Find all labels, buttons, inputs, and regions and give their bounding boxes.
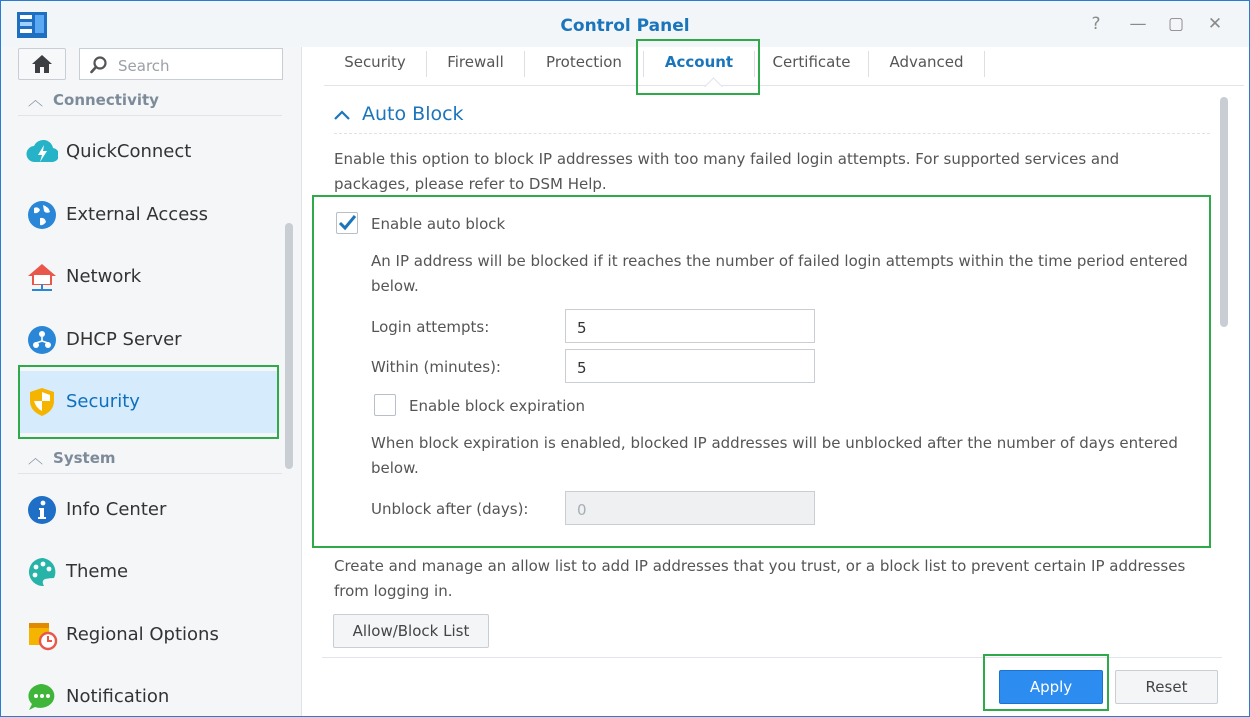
sidebar-item-notification[interactable] bbox=[18, 666, 278, 717]
chevron-up-icon: ︿ bbox=[28, 91, 44, 109]
unblock-after-label: Unblock after (days): bbox=[371, 500, 529, 518]
block-explanation: An IP address will be blocked if it reaches the number of failed login attempts within the time period entered below. bbox=[371, 252, 1188, 295]
tab-firewall[interactable]: Firewall bbox=[447, 53, 504, 71]
enable-block-expiration-label[interactable]: Enable block expiration bbox=[409, 397, 586, 415]
sidebar-item-regional-options[interactable] bbox=[18, 604, 278, 666]
login-attempts-field[interactable]: 5 bbox=[565, 309, 815, 343]
sidebar-scrollbar[interactable] bbox=[285, 223, 293, 469]
sidebar-item-label: Network bbox=[66, 266, 142, 287]
allow-list-description: Create and manage an allow list to add IP addresses that you trust, or a block list to prevent certain IP addresses from logging in. bbox=[334, 557, 1186, 600]
shield-icon bbox=[26, 386, 58, 418]
sidebar-item-label: Regional Options bbox=[66, 624, 219, 645]
divider bbox=[18, 115, 282, 116]
section-system[interactable] bbox=[28, 447, 116, 468]
within-minutes-field[interactable]: 5 bbox=[565, 349, 815, 383]
divider bbox=[18, 473, 282, 474]
apply-button[interactable]: Apply bbox=[999, 670, 1103, 704]
search-input[interactable] bbox=[79, 48, 283, 80]
home-icon bbox=[31, 54, 53, 74]
enable-auto-block-checkbox[interactable] bbox=[336, 212, 358, 234]
info-icon bbox=[26, 494, 58, 526]
active-tab-caret bbox=[704, 77, 722, 95]
checkmark-icon bbox=[337, 213, 357, 233]
help-icon[interactable]: ? bbox=[1091, 14, 1101, 34]
allow-block-list-button[interactable]: Allow/Block List bbox=[333, 614, 489, 648]
sidebar-item-info-center[interactable] bbox=[18, 479, 278, 541]
sidebar-item-label: Notification bbox=[66, 686, 170, 707]
minimize-icon[interactable]: — bbox=[1129, 14, 1147, 34]
tab-advanced[interactable]: Advanced bbox=[889, 53, 964, 71]
sidebar-item-label: External Access bbox=[66, 204, 209, 225]
search-icon bbox=[90, 56, 108, 74]
dhcp-icon bbox=[26, 324, 58, 356]
sidebar-item-label: DHCP Server bbox=[66, 329, 182, 350]
sidebar-item-dhcp-server[interactable] bbox=[18, 309, 278, 371]
main-panel bbox=[302, 47, 1249, 716]
section-label: Connectivity bbox=[53, 91, 159, 109]
section-label: System bbox=[53, 449, 116, 467]
globe-icon bbox=[26, 199, 58, 231]
sidebar-item-label: Theme bbox=[66, 561, 129, 582]
enable-block-expiration-checkbox[interactable] bbox=[374, 394, 396, 416]
tab-account[interactable]: Account bbox=[664, 53, 734, 71]
chevron-up-icon bbox=[334, 103, 352, 125]
chat-bubble-icon bbox=[26, 681, 58, 713]
sidebar-item-security[interactable] bbox=[18, 371, 278, 433]
sidebar-item-network[interactable] bbox=[18, 246, 278, 308]
within-minutes-label: Within (minutes): bbox=[371, 358, 501, 376]
search-placeholder: Search bbox=[118, 57, 170, 75]
tab-bar bbox=[324, 47, 1244, 86]
tab-protection[interactable]: Protection bbox=[546, 53, 622, 71]
tab-security[interactable]: Security bbox=[344, 53, 406, 71]
chevron-up-icon: ︿ bbox=[28, 449, 44, 467]
sidebar-item-theme[interactable] bbox=[18, 541, 278, 603]
tab-certificate[interactable]: Certificate bbox=[772, 53, 851, 71]
auto-block-description: Enable this option to block IP addresses with too many failed login attempts. For supported services and packages, please refer to DSM Help. bbox=[334, 150, 1120, 193]
auto-block-title: Auto Block bbox=[362, 103, 464, 125]
login-attempts-label: Login attempts: bbox=[371, 318, 490, 336]
sidebar-item-label: Security bbox=[66, 391, 140, 412]
home-button[interactable] bbox=[18, 48, 66, 80]
maximize-icon[interactable]: ▢ bbox=[1167, 14, 1185, 34]
auto-block-header[interactable] bbox=[334, 103, 464, 125]
tab-separator bbox=[984, 51, 985, 77]
sidebar-item-label: QuickConnect bbox=[66, 141, 192, 162]
calendar-clock-icon bbox=[26, 619, 58, 651]
sidebar bbox=[1, 47, 302, 716]
palette-icon bbox=[26, 556, 58, 588]
main-scrollbar[interactable] bbox=[1220, 97, 1228, 327]
expiration-explanation: When block expiration is enabled, blocked IP addresses will be unblocked after the number of days entered below. bbox=[371, 434, 1178, 477]
divider bbox=[334, 133, 1210, 134]
title-bar bbox=[1, 1, 1249, 47]
reset-button[interactable]: Reset bbox=[1115, 670, 1218, 704]
footer-divider bbox=[322, 657, 1222, 658]
sidebar-item-label: Info Center bbox=[66, 499, 167, 520]
section-connectivity[interactable] bbox=[28, 89, 159, 110]
quickconnect-icon bbox=[26, 136, 58, 168]
sidebar-item-external-access[interactable] bbox=[18, 184, 278, 246]
unblock-after-field[interactable]: 0 bbox=[565, 491, 815, 525]
close-icon[interactable]: ✕ bbox=[1207, 14, 1223, 34]
sidebar-item-quickconnect[interactable] bbox=[18, 121, 278, 183]
enable-auto-block-label[interactable]: Enable auto block bbox=[371, 215, 506, 233]
window-title: Control Panel bbox=[560, 16, 690, 36]
house-network-icon bbox=[26, 261, 58, 293]
